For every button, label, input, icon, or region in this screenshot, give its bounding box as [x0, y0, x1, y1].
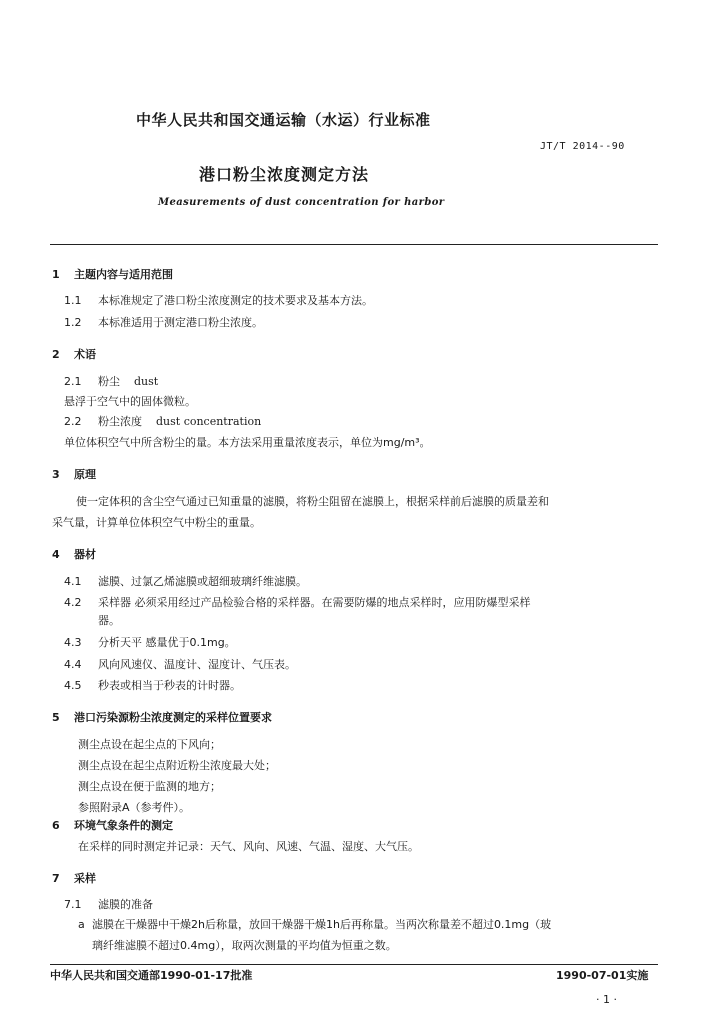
sampling-location-item: 测尘点设在便于监测的地方；: [78, 780, 221, 793]
clause-text: 秒表或相当于秒表的计时器。: [98, 679, 241, 692]
term-en: dust: [134, 375, 159, 388]
section-5-heading: [52, 709, 272, 725]
sampling-location-item: 测尘点设在起尘点的下风向；: [78, 738, 221, 751]
term-definition: 悬浮于空气中的固体微粒。: [64, 395, 196, 408]
meteorology-text: 在采样的同时测定并记录：天气、风向、风速、气温、湿度、大气压。: [78, 840, 419, 853]
clause-4-2-continuation: 器。: [98, 614, 120, 627]
clause-4-1: [64, 573, 307, 589]
clause-text: 滤膜、过氯乙烯滤膜或超细玻璃纤维滤膜。: [98, 575, 307, 588]
section-title: 港口污染源粉尘浓度测定的采样位置要求: [74, 711, 272, 724]
section-4-heading: [52, 546, 96, 562]
sampling-location-item: 测尘点设在起尘点附近粉尘浓度最大处；: [78, 759, 276, 772]
clause-4-2: [64, 594, 531, 610]
principle-paragraph-line-1: 使一定体积的含尘空气通过已知重量的滤膜，将粉尘阻留在滤膜上，根据采样前后滤膜的质量差和: [76, 495, 549, 508]
document-title-english: Measurements of dust concentration for harbor: [158, 197, 445, 208]
section-title: 采样: [74, 872, 96, 885]
clause-text: 滤膜的准备: [98, 898, 153, 911]
section-number: 4: [52, 548, 60, 561]
footer-divider: [50, 964, 658, 965]
section-1-heading: [52, 266, 173, 282]
clause-number: 2.2: [64, 415, 82, 428]
clause-number: 4.4: [64, 658, 82, 671]
section-number: 2: [52, 348, 60, 361]
document-title: 港口粉尘浓度测定方法: [199, 165, 370, 184]
section-title: 环境气象条件的测定: [74, 819, 173, 832]
issuing-authority-title: 中华人民共和国交通运输（水运）行业标准: [136, 111, 431, 129]
clause-7-1: [64, 896, 153, 912]
clause-text: 分析天平 感量优于0.1mg。: [98, 636, 236, 649]
effective-date: 1990-07-01实施: [556, 969, 649, 982]
item-tag: a: [78, 918, 85, 931]
clause-4-3: [64, 634, 236, 650]
item-a: [78, 916, 551, 932]
section-7-heading: [52, 870, 96, 886]
clause-4-4: [64, 656, 296, 672]
section-2-heading: [52, 346, 96, 362]
section-number: 3: [52, 468, 60, 481]
clause-1-2: [64, 314, 263, 330]
clause-text: 本标准规定了港口粉尘浓度测定的技术要求及基本方法。: [98, 294, 373, 307]
clause-number: 4.1: [64, 575, 82, 588]
section-number: 6: [52, 819, 60, 832]
clause-number: 1.2: [64, 316, 82, 329]
section-number: 7: [52, 872, 60, 885]
approval-date: 中华人民共和国交通部1990-01-17批准: [50, 969, 253, 982]
section-title: 器材: [74, 548, 96, 561]
page-number: · 1 ·: [596, 993, 617, 1006]
clause-number: 4.2: [64, 596, 82, 609]
sampling-location-item: 参照附录A（参考件）。: [78, 801, 191, 814]
principle-paragraph-line-2: 采气量，计算单位体积空气中粉尘的重量。: [52, 516, 261, 529]
clause-text: 采样器 必须采用经过产品检验合格的采样器。在需要防爆的地点采样时，应用防爆型采样: [98, 596, 531, 609]
section-number: 5: [52, 711, 60, 724]
section-number: 1: [52, 268, 60, 281]
section-3-heading: [52, 466, 96, 482]
term-definition: 单位体积空气中所含粉尘的量。本方法采用重量浓度表示，单位为mg/m³。: [64, 436, 431, 449]
header-divider: [50, 244, 658, 245]
clause-2-1: [64, 373, 158, 389]
clause-number: 4.5: [64, 679, 82, 692]
clause-number: 1.1: [64, 294, 82, 307]
section-6-heading: [52, 817, 173, 833]
clause-1-1: [64, 292, 373, 308]
clause-2-2: [64, 413, 261, 429]
clause-4-5: [64, 677, 241, 693]
clause-number: 4.3: [64, 636, 82, 649]
standard-number: JT/T 2014--90: [540, 141, 625, 152]
item-a-continuation: 璃纤维滤膜不超过0.4mg），取两次测量的平均值为恒重之数。: [92, 939, 397, 952]
section-title: 术语: [74, 348, 96, 361]
item-text: 滤膜在干燥器中干燥2h后称量，放回干燥器干燥1h后再称量。当两次称量差不超过0.1mg（玻: [92, 918, 552, 931]
term-en: dust concentration: [156, 415, 262, 428]
clause-number: 2.1: [64, 375, 82, 388]
section-title: 主题内容与适用范围: [74, 268, 173, 281]
clause-number: 7.1: [64, 898, 82, 911]
section-title: 原理: [74, 468, 96, 481]
term-cn: 粉尘: [98, 375, 120, 388]
clause-text: 本标准适用于测定港口粉尘浓度。: [98, 316, 263, 329]
clause-text: 风向风速仪、温度计、湿度计、气压表。: [98, 658, 296, 671]
term-cn: 粉尘浓度: [98, 415, 142, 428]
